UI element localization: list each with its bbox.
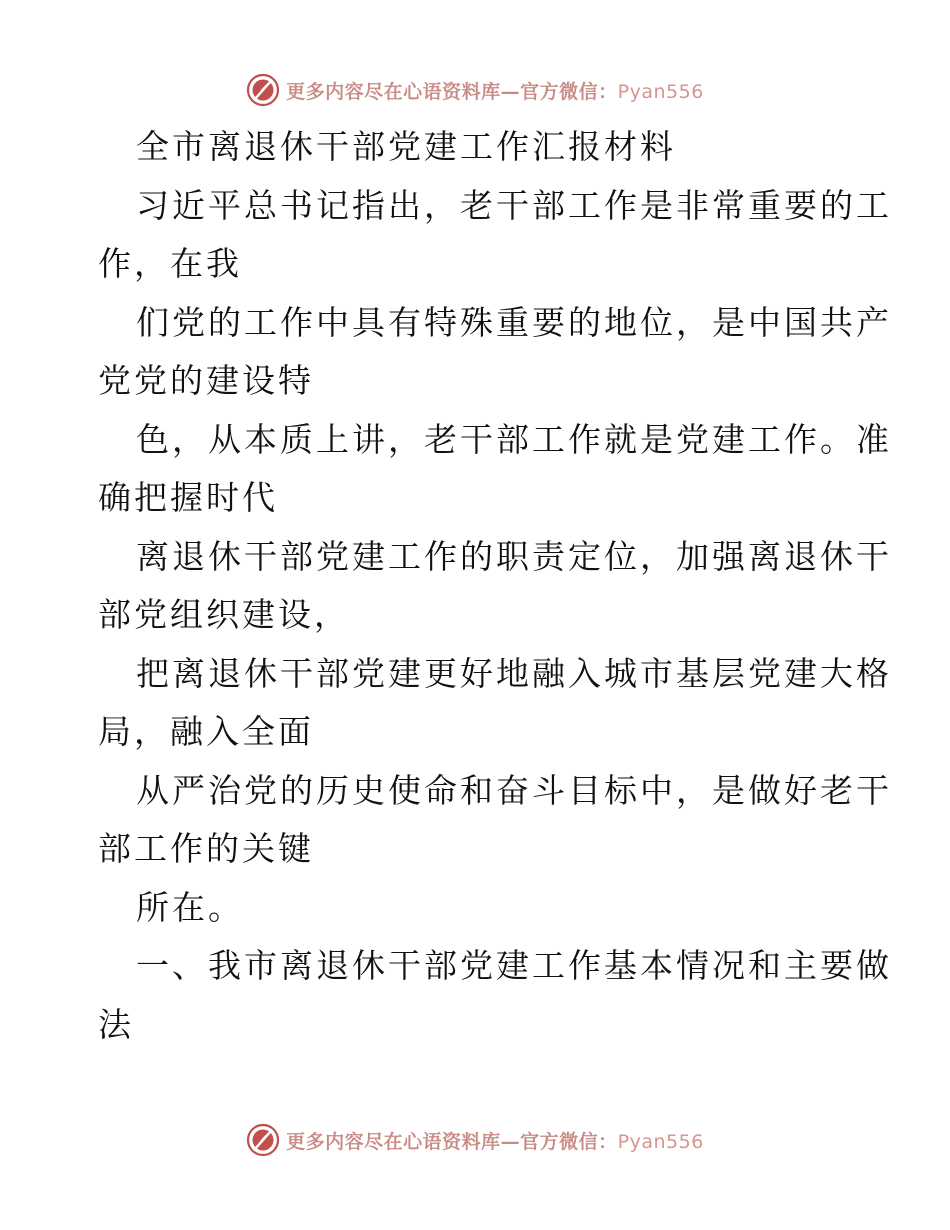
text-line: 们党的工作中具有特殊重要的地位，是中国共产	[136, 302, 892, 342]
footer-watermark	[0, 1120, 950, 1160]
text-line: 离退休干部党建工作的职责定位，加强离退休干	[136, 536, 892, 576]
text-line: 色，从本质上讲，老干部工作就是党建工作。准	[136, 419, 892, 459]
text-line: 把离退休干部党建更好地融入城市基层党建大格	[136, 653, 892, 693]
document-body	[98, 118, 892, 1054]
text-line: 习近平总书记指出，老干部工作是非常重要的工	[136, 185, 892, 225]
quill-logo-icon	[246, 1123, 280, 1157]
text-line: 局，融入全面	[98, 712, 314, 751]
text-line: 从严治党的历史使命和奋斗目标中，是做好老干	[136, 770, 892, 810]
text-line: 作，在我	[98, 244, 242, 283]
text-line: 法	[98, 1004, 134, 1044]
quill-logo-icon	[246, 73, 280, 107]
watermark-text: 更多内容尽在心语资料库—官方微信：Pyan556	[286, 1130, 704, 1153]
watermark-text: 更多内容尽在心语资料库—官方微信：Pyan556	[286, 80, 704, 103]
text-line: 全市离退休干部党建工作汇报材料	[136, 127, 676, 166]
text-line: 部党组织建设，	[98, 595, 350, 634]
text-line: 党党的建设特	[98, 361, 314, 400]
text-line: 所在。	[136, 887, 244, 927]
text-line: 部工作的关键	[98, 829, 314, 868]
header-watermark	[0, 70, 950, 110]
text-line: 一、我市离退休干部党建工作基本情况和主要做	[136, 946, 892, 985]
text-line: 确把握时代	[98, 478, 278, 517]
